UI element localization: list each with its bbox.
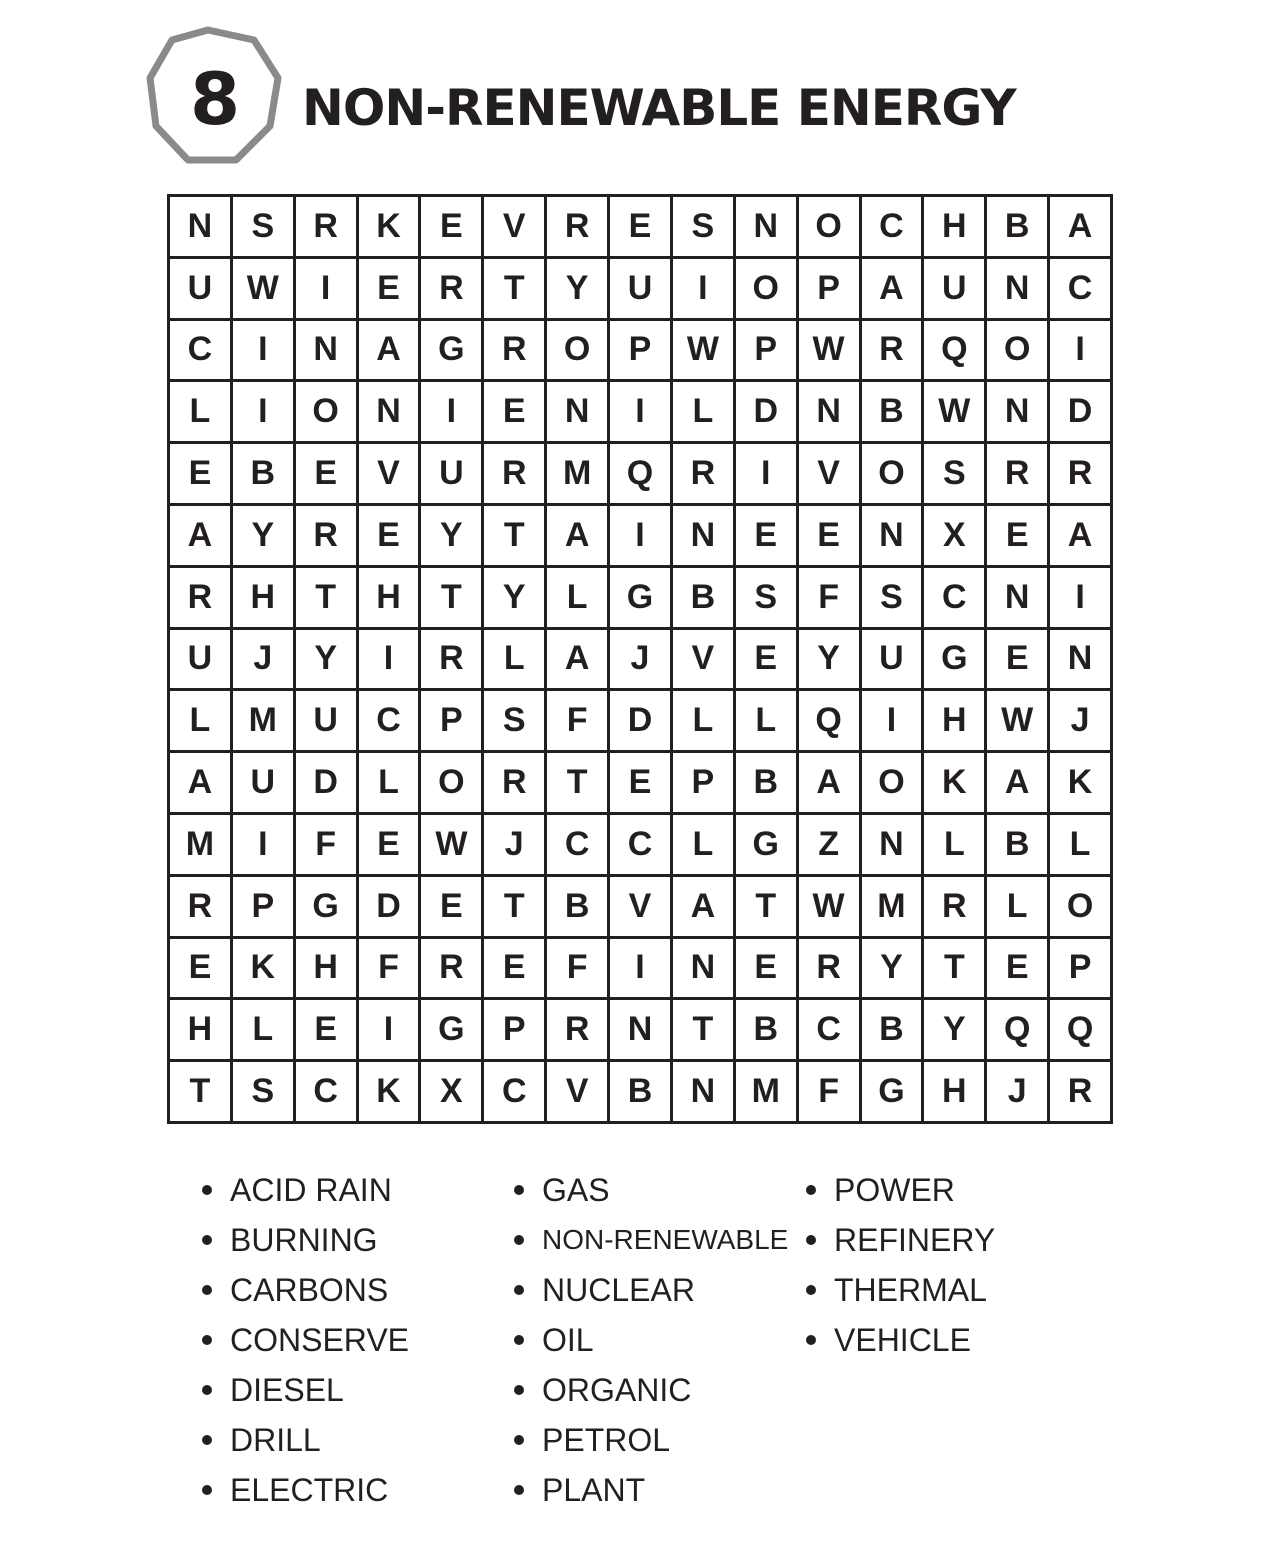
grid-cell: O xyxy=(799,197,859,256)
grid-cell: A xyxy=(862,259,922,318)
bullet-icon xyxy=(202,1235,212,1245)
grid-cell: E xyxy=(484,939,544,998)
bullet-icon xyxy=(202,1335,212,1345)
bullet-icon xyxy=(514,1235,524,1245)
grid-cell: P xyxy=(484,1000,544,1059)
grid-cell: G xyxy=(610,568,670,627)
grid-cell: L xyxy=(924,815,984,874)
grid-cell: C xyxy=(547,815,607,874)
grid-cell: H xyxy=(924,1062,984,1121)
grid-cell: I xyxy=(610,939,670,998)
grid-cell: B xyxy=(673,568,733,627)
grid-cell: U xyxy=(862,630,922,689)
word-label: CONSERVE xyxy=(230,1321,410,1358)
grid-cell: E xyxy=(170,444,230,503)
grid-cell: E xyxy=(736,630,796,689)
grid-cell: W xyxy=(799,877,859,936)
word-label: NON-RENEWABLE xyxy=(542,1224,789,1255)
grid-cell: L xyxy=(987,877,1047,936)
grid-cell: A xyxy=(359,321,419,380)
grid-cell: N xyxy=(799,382,859,441)
grid-cell: E xyxy=(987,630,1047,689)
grid-cell: F xyxy=(296,815,356,874)
word-label: VEHICLE xyxy=(834,1321,971,1358)
grid-cell: R xyxy=(924,877,984,936)
grid-cell: Y xyxy=(862,939,922,998)
grid-cell: O xyxy=(862,753,922,812)
grid-cell: I xyxy=(421,382,481,441)
word-label: DIESEL xyxy=(230,1371,344,1408)
grid-cell: T xyxy=(484,877,544,936)
grid-cell: H xyxy=(170,1000,230,1059)
word-label: POWER xyxy=(834,1171,955,1208)
grid-cell: O xyxy=(547,321,607,380)
grid-cell: I xyxy=(233,321,293,380)
grid-cell: A xyxy=(1050,506,1110,565)
grid-cell: E xyxy=(170,939,230,998)
grid-cell: C xyxy=(1050,259,1110,318)
grid-cell: V xyxy=(673,630,733,689)
grid-cell: J xyxy=(987,1062,1047,1121)
grid-cell: K xyxy=(233,939,293,998)
grid-cell: R xyxy=(484,753,544,812)
bullet-icon xyxy=(202,1285,212,1295)
grid-cell: X xyxy=(924,506,984,565)
grid-cell: H xyxy=(924,197,984,256)
grid-cell: L xyxy=(673,815,733,874)
grid-cell: I xyxy=(610,506,670,565)
grid-cell: B xyxy=(862,382,922,441)
grid-cell: R xyxy=(547,1000,607,1059)
grid-cell: R xyxy=(862,321,922,380)
grid-cell: R xyxy=(1050,444,1110,503)
word-label: GAS xyxy=(542,1171,610,1208)
word-label: OIL xyxy=(542,1321,594,1358)
grid-cell: S xyxy=(673,197,733,256)
grid-cell: M xyxy=(736,1062,796,1121)
word-label: DRILL xyxy=(230,1421,321,1458)
grid-cell: Q xyxy=(610,444,670,503)
word-list-column-2 xyxy=(514,1165,788,1515)
grid-cell: B xyxy=(736,753,796,812)
grid-cell: R xyxy=(170,877,230,936)
grid-cell: S xyxy=(233,1062,293,1121)
word-list-item xyxy=(202,1365,409,1415)
grid-cell: Y xyxy=(924,1000,984,1059)
grid-cell: N xyxy=(1050,630,1110,689)
grid-cell: B xyxy=(862,1000,922,1059)
grid-cell: O xyxy=(1050,877,1110,936)
bullet-icon xyxy=(806,1185,816,1195)
grid-cell: A xyxy=(1050,197,1110,256)
grid-cell: V xyxy=(484,197,544,256)
word-label: ACID RAIN xyxy=(230,1171,392,1208)
grid-cell: R xyxy=(296,197,356,256)
grid-cell: W xyxy=(799,321,859,380)
grid-cell: I xyxy=(359,1000,419,1059)
grid-cell: H xyxy=(296,939,356,998)
grid-cell: D xyxy=(736,382,796,441)
word-list-item xyxy=(806,1265,995,1315)
bullet-icon xyxy=(806,1285,816,1295)
grid-cell: V xyxy=(547,1062,607,1121)
grid-cell: R xyxy=(421,630,481,689)
grid-cell: B xyxy=(987,197,1047,256)
grid-cell: C xyxy=(296,1062,356,1121)
grid-cell: N xyxy=(673,1062,733,1121)
grid-cell: T xyxy=(673,1000,733,1059)
grid-cell: L xyxy=(673,691,733,750)
grid-cell: R xyxy=(987,444,1047,503)
grid-cell: L xyxy=(233,1000,293,1059)
grid-cell: G xyxy=(736,815,796,874)
bullet-icon xyxy=(202,1435,212,1445)
grid-cell: U xyxy=(296,691,356,750)
bullet-icon xyxy=(514,1385,524,1395)
grid-cell: C xyxy=(924,568,984,627)
grid-cell: C xyxy=(170,321,230,380)
word-list-item xyxy=(202,1315,409,1365)
grid-cell: P xyxy=(673,753,733,812)
grid-cell: A xyxy=(170,506,230,565)
grid-cell: W xyxy=(673,321,733,380)
grid-cell: T xyxy=(484,259,544,318)
grid-cell: R xyxy=(296,506,356,565)
grid-cell: L xyxy=(673,382,733,441)
grid-cell: R xyxy=(547,197,607,256)
grid-cell: J xyxy=(1050,691,1110,750)
word-list-item xyxy=(514,1215,788,1265)
bullet-icon xyxy=(806,1335,816,1345)
grid-cell: Y xyxy=(296,630,356,689)
word-list-item xyxy=(202,1415,409,1465)
grid-cell: I xyxy=(610,382,670,441)
grid-cell: V xyxy=(359,444,419,503)
grid-cell: E xyxy=(421,877,481,936)
grid-cell: Y xyxy=(233,506,293,565)
grid-cell: S xyxy=(924,444,984,503)
word-label: BURNING xyxy=(230,1221,378,1258)
grid-cell: T xyxy=(484,506,544,565)
grid-cell: L xyxy=(484,630,544,689)
grid-cell: P xyxy=(610,321,670,380)
grid-cell: I xyxy=(233,382,293,441)
word-list-item xyxy=(514,1465,788,1515)
grid-cell: P xyxy=(233,877,293,936)
grid-cell: E xyxy=(736,506,796,565)
grid-cell: S xyxy=(736,568,796,627)
grid-cell: E xyxy=(296,1000,356,1059)
grid-cell: B xyxy=(233,444,293,503)
puzzle-number: 8 xyxy=(189,57,241,141)
grid-cell: K xyxy=(359,1062,419,1121)
grid-cell: K xyxy=(359,197,419,256)
grid-cell: J xyxy=(484,815,544,874)
grid-cell: P xyxy=(799,259,859,318)
puzzle-number-badge xyxy=(146,26,284,168)
grid-cell: U xyxy=(170,630,230,689)
word-list-item xyxy=(514,1415,788,1465)
grid-cell: W xyxy=(924,382,984,441)
grid-cell: N xyxy=(547,382,607,441)
grid-cell: L xyxy=(170,382,230,441)
grid-cell: F xyxy=(799,568,859,627)
grid-cell: N xyxy=(673,939,733,998)
grid-cell: L xyxy=(736,691,796,750)
grid-cell: R xyxy=(421,259,481,318)
grid-cell: C xyxy=(359,691,419,750)
grid-cell: J xyxy=(233,630,293,689)
grid-cell: I xyxy=(862,691,922,750)
grid-cell: L xyxy=(170,691,230,750)
grid-cell: R xyxy=(421,939,481,998)
grid-cell: X xyxy=(421,1062,481,1121)
word-label: PLANT xyxy=(542,1471,646,1508)
grid-cell: H xyxy=(359,568,419,627)
grid-cell: E xyxy=(610,753,670,812)
grid-cell: V xyxy=(799,444,859,503)
word-label: ELECTRIC xyxy=(230,1471,389,1508)
word-search-grid xyxy=(167,194,1113,1124)
grid-cell: L xyxy=(359,753,419,812)
word-label: NUCLEAR xyxy=(542,1271,695,1308)
grid-cell: F xyxy=(359,939,419,998)
grid-cell: C xyxy=(484,1062,544,1121)
grid-cell: L xyxy=(547,568,607,627)
grid-cell: E xyxy=(359,506,419,565)
grid-cell: A xyxy=(170,753,230,812)
grid-cell: R xyxy=(484,444,544,503)
grid-cell: B xyxy=(547,877,607,936)
grid-cell: Q xyxy=(799,691,859,750)
grid-cell: N xyxy=(736,197,796,256)
grid-cell: C xyxy=(610,815,670,874)
grid-cell: I xyxy=(1050,321,1110,380)
grid-cell: M xyxy=(547,444,607,503)
word-label: THERMAL xyxy=(834,1271,987,1308)
grid-cell: T xyxy=(421,568,481,627)
word-list-item xyxy=(514,1165,788,1215)
word-list-item xyxy=(514,1265,788,1315)
word-label: CARBONS xyxy=(230,1271,389,1308)
grid-cell: K xyxy=(1050,753,1110,812)
grid-cell: Z xyxy=(799,815,859,874)
bullet-icon xyxy=(514,1335,524,1345)
grid-cell: E xyxy=(484,382,544,441)
grid-cell: Q xyxy=(987,1000,1047,1059)
grid-cell: D xyxy=(1050,382,1110,441)
grid-cell: U xyxy=(421,444,481,503)
grid-cell: N xyxy=(987,382,1047,441)
word-list-column-3 xyxy=(806,1165,995,1365)
grid-cell: F xyxy=(547,691,607,750)
grid-cell: U xyxy=(610,259,670,318)
grid-cell: R xyxy=(799,939,859,998)
grid-cell: I xyxy=(296,259,356,318)
grid-cell: F xyxy=(799,1062,859,1121)
bullet-icon xyxy=(202,1485,212,1495)
bullet-icon xyxy=(514,1435,524,1445)
grid-cell: U xyxy=(233,753,293,812)
grid-cell: A xyxy=(799,753,859,812)
word-list-item xyxy=(514,1315,788,1365)
grid-cell: C xyxy=(799,1000,859,1059)
grid-cell: T xyxy=(170,1062,230,1121)
grid-cell: O xyxy=(736,259,796,318)
grid-cell: G xyxy=(296,877,356,936)
grid-cell: R xyxy=(1050,1062,1110,1121)
grid-cell: F xyxy=(547,939,607,998)
page-title: NON-RENEWABLE ENERGY xyxy=(302,79,1016,137)
grid-cell: M xyxy=(862,877,922,936)
grid-cell: N xyxy=(359,382,419,441)
grid-cell: S xyxy=(862,568,922,627)
grid-cell: R xyxy=(170,568,230,627)
word-label: REFINERY xyxy=(834,1221,996,1258)
grid-cell: G xyxy=(924,630,984,689)
grid-cell: Q xyxy=(924,321,984,380)
grid-cell: I xyxy=(736,444,796,503)
grid-cell: E xyxy=(610,197,670,256)
grid-cell: E xyxy=(296,444,356,503)
grid-cell: N xyxy=(673,506,733,565)
grid-cell: T xyxy=(547,753,607,812)
grid-cell: N xyxy=(170,197,230,256)
grid-cell: Q xyxy=(1050,1000,1110,1059)
grid-cell: W xyxy=(233,259,293,318)
grid-cell: N xyxy=(862,506,922,565)
grid-cell: J xyxy=(610,630,670,689)
grid-cell: O xyxy=(296,382,356,441)
grid-cell: D xyxy=(610,691,670,750)
grid-cell: D xyxy=(359,877,419,936)
word-list-item xyxy=(514,1365,788,1415)
grid-cell: A xyxy=(987,753,1047,812)
grid-cell: O xyxy=(987,321,1047,380)
grid-cell: L xyxy=(1050,815,1110,874)
bullet-icon xyxy=(514,1285,524,1295)
grid-cell: E xyxy=(987,506,1047,565)
grid-cell: S xyxy=(233,197,293,256)
grid-cell: W xyxy=(421,815,481,874)
grid-cell: U xyxy=(924,259,984,318)
bullet-icon xyxy=(202,1385,212,1395)
grid-cell: N xyxy=(610,1000,670,1059)
word-list-item xyxy=(202,1265,409,1315)
grid-cell: B xyxy=(987,815,1047,874)
grid-cell: R xyxy=(484,321,544,380)
grid-cell: O xyxy=(862,444,922,503)
grid-cell: A xyxy=(673,877,733,936)
grid-cell: E xyxy=(987,939,1047,998)
word-list-item xyxy=(806,1165,995,1215)
grid-cell: P xyxy=(1050,939,1110,998)
grid-cell: H xyxy=(233,568,293,627)
bullet-icon xyxy=(202,1185,212,1195)
word-list-column-1 xyxy=(202,1165,409,1515)
grid-cell: N xyxy=(987,259,1047,318)
grid-cell: Y xyxy=(421,506,481,565)
grid-cell: Y xyxy=(484,568,544,627)
grid-cell: H xyxy=(924,691,984,750)
grid-cell: K xyxy=(924,753,984,812)
grid-cell: E xyxy=(359,259,419,318)
grid-cell: T xyxy=(924,939,984,998)
word-list-item xyxy=(202,1465,409,1515)
bullet-icon xyxy=(806,1235,816,1245)
grid-cell: G xyxy=(862,1062,922,1121)
grid-cell: W xyxy=(987,691,1047,750)
word-list-item xyxy=(806,1215,995,1265)
grid-cell: A xyxy=(547,630,607,689)
bullet-icon xyxy=(514,1185,524,1195)
grid-cell: T xyxy=(296,568,356,627)
grid-cell: I xyxy=(233,815,293,874)
grid-cell: I xyxy=(359,630,419,689)
grid-cell: G xyxy=(421,1000,481,1059)
grid-cell: N xyxy=(862,815,922,874)
grid-cell: E xyxy=(359,815,419,874)
grid-cell: C xyxy=(862,197,922,256)
grid-cell: S xyxy=(484,691,544,750)
grid-cell: I xyxy=(1050,568,1110,627)
grid-cell: O xyxy=(421,753,481,812)
grid-cell: G xyxy=(421,321,481,380)
grid-cell: E xyxy=(736,939,796,998)
grid-cell: M xyxy=(233,691,293,750)
word-label: ORGANIC xyxy=(542,1371,692,1408)
grid-cell: M xyxy=(170,815,230,874)
grid-cell: P xyxy=(736,321,796,380)
grid-cell: Y xyxy=(547,259,607,318)
grid-cell: E xyxy=(799,506,859,565)
bullet-icon xyxy=(514,1485,524,1495)
grid-cell: T xyxy=(736,877,796,936)
word-list-item xyxy=(202,1165,409,1215)
grid-cell: Y xyxy=(799,630,859,689)
grid-cell: I xyxy=(673,259,733,318)
word-label: PETROL xyxy=(542,1421,671,1458)
grid-cell: U xyxy=(170,259,230,318)
grid-cell: B xyxy=(610,1062,670,1121)
grid-cell: N xyxy=(987,568,1047,627)
grid-cell: P xyxy=(421,691,481,750)
grid-cell: B xyxy=(736,1000,796,1059)
grid-cell: E xyxy=(421,197,481,256)
word-list-item xyxy=(806,1315,995,1365)
grid-cell: A xyxy=(547,506,607,565)
grid-cell: R xyxy=(673,444,733,503)
grid-cell: N xyxy=(296,321,356,380)
grid-cell: D xyxy=(296,753,356,812)
grid-cell: V xyxy=(610,877,670,936)
word-list-item xyxy=(202,1215,409,1265)
